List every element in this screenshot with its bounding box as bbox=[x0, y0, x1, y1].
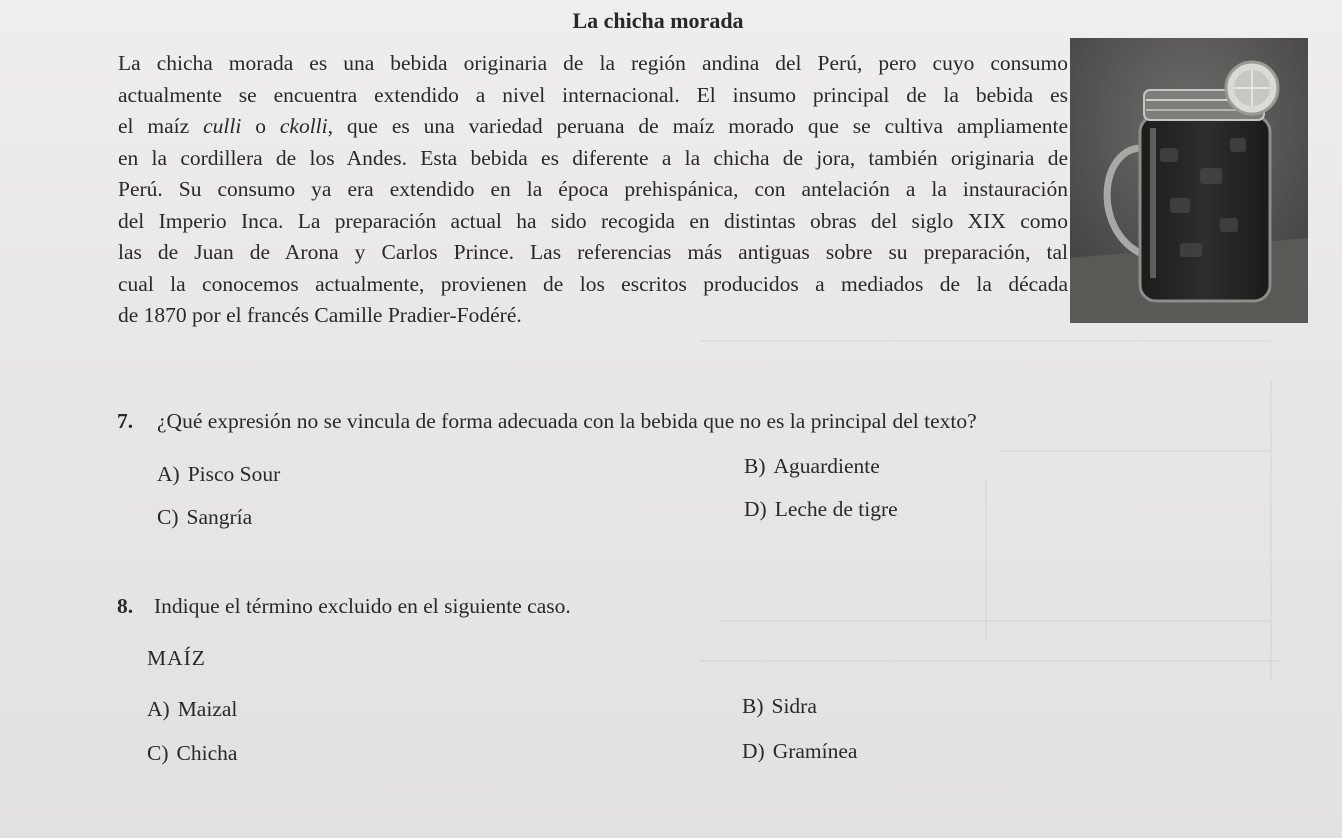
q7-option-b[interactable] bbox=[744, 454, 880, 479]
option-text: Sidra bbox=[771, 694, 817, 718]
passage-line: cual la conocemos actualmente, provienen de los escritos producidos a mediados de la década bbox=[118, 271, 1068, 296]
passage-line: el maíz culli o ckolli, que es una variedad peruana de maíz morado que se cultiva ampliamente bbox=[118, 114, 1069, 138]
chicha-jar-photo bbox=[1070, 38, 1308, 323]
passage-line: las de Juan de Arona y Carlos Prince. Las referencias más antiguas sobre su preparación, tal bbox=[118, 240, 1068, 264]
passage-line: en la cordillera de los Andes. Esta bebida es diferente a la chicha de jora, también originaria de bbox=[118, 145, 1068, 170]
question-7-text: ¿Qué expresión no se vincula de forma adecuada con la bebida que no es la principal del texto? bbox=[157, 409, 977, 433]
option-letter: B) bbox=[744, 454, 766, 478]
show-through-line bbox=[1270, 380, 1272, 680]
option-letter: A) bbox=[147, 697, 170, 721]
option-text: Gramínea bbox=[772, 739, 858, 763]
show-through-line bbox=[985, 480, 987, 640]
q8-option-c[interactable] bbox=[147, 741, 237, 766]
q8-option-b[interactable] bbox=[742, 694, 817, 719]
q7-option-a[interactable] bbox=[157, 462, 280, 487]
passage-text bbox=[118, 48, 1068, 332]
show-through-line bbox=[700, 660, 1280, 662]
show-through-line bbox=[1000, 450, 1270, 452]
option-text: Maizal bbox=[177, 697, 238, 721]
q8-keyword: MAÍZ bbox=[147, 646, 206, 670]
q7-option-d[interactable] bbox=[744, 497, 898, 522]
q7-option-c[interactable] bbox=[157, 505, 252, 530]
option-text: Aguardiente bbox=[773, 454, 880, 478]
option-letter: C) bbox=[147, 741, 169, 765]
jar-body bbox=[1140, 116, 1270, 301]
passage-line: Perú. Su consumo ya era extendido en la época prehispánica, con antelación a la instauración bbox=[118, 177, 1068, 201]
option-text: Leche de tigre bbox=[774, 497, 898, 521]
q8-option-a[interactable] bbox=[147, 697, 237, 722]
option-text: Pisco Sour bbox=[187, 462, 281, 486]
question-8-text: Indique el término excluido en el siguiente caso. bbox=[154, 594, 571, 618]
question-8-number: 8. bbox=[117, 594, 134, 618]
passage-title: La chicha morada bbox=[572, 8, 744, 33]
option-letter: D) bbox=[742, 739, 765, 763]
option-text: Sangría bbox=[186, 505, 253, 529]
option-letter: A) bbox=[157, 462, 180, 486]
italic-term: ckolli bbox=[279, 114, 328, 138]
italic-term: culli bbox=[203, 114, 242, 138]
passage-line: La chicha morada es una bebida originaria de la región andina del Perú, pero cuyo consumo bbox=[118, 51, 1068, 75]
show-through-line bbox=[720, 620, 1270, 622]
option-letter: B) bbox=[742, 694, 764, 718]
passage-line: de 1870 por el francés Camille Pradier-Fodéré. bbox=[118, 303, 522, 327]
q8-option-d[interactable] bbox=[742, 739, 857, 764]
option-letter: C) bbox=[157, 505, 179, 529]
passage-line: actualmente se encuentra extendido a nivel internacional. El insumo principal de la bebida es bbox=[118, 82, 1068, 107]
option-letter: D) bbox=[744, 497, 767, 521]
question-7-number: 7. bbox=[117, 409, 134, 433]
option-text: Chicha bbox=[176, 741, 238, 765]
show-through-line bbox=[700, 340, 1270, 342]
passage-line: del Imperio Inca. La preparación actual ha sido recogida en distintas obras del siglo XIX como bbox=[118, 208, 1068, 233]
